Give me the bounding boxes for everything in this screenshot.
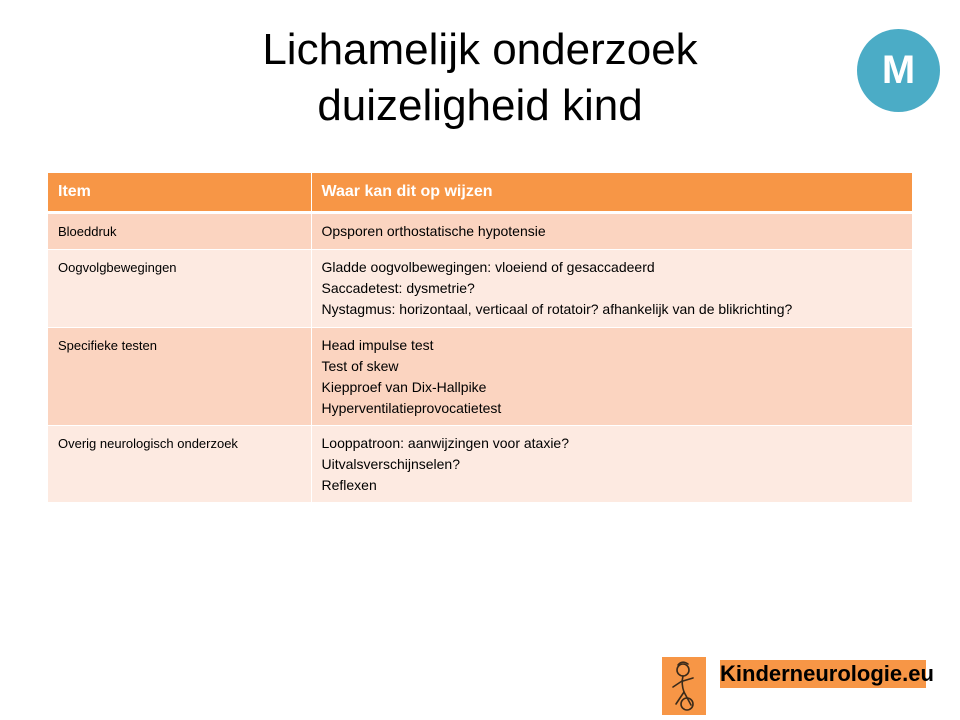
slide-title-line-2: duizeligheid kind: [317, 81, 643, 130]
meaning-line: Gladde oogvolbewegingen: vloeiend of gesaccadeerd: [321, 259, 655, 275]
exam-table: [48, 173, 912, 502]
m-badge: M: [857, 29, 940, 112]
row-item: Oogvolgbewegingen: [48, 250, 311, 328]
row-meaning: [311, 328, 912, 426]
meaning-line: Nystagmus: horizontaal, verticaal of rotatoir? afhankelijk van de blikrichting?: [321, 301, 793, 317]
table-row: [48, 250, 912, 328]
meaning-line: Hyperventilatieprovocatietest: [321, 400, 502, 416]
meaning-line: Test of skew: [321, 358, 399, 374]
row-meaning: [311, 213, 912, 250]
meaning-line: Looppatroon: aanwijzingen voor ataxie?: [321, 435, 570, 451]
table-row: [48, 213, 912, 250]
row-meaning: [311, 426, 912, 502]
meaning-line: Head impulse test: [321, 337, 434, 353]
table-header-row: [48, 173, 912, 213]
meaning-line: Uitvalsverschijnselen?: [321, 456, 461, 472]
header-item: Item: [48, 173, 311, 213]
meaning-line: Reflexen: [321, 477, 377, 493]
meaning-line: Kiepproef van Dix-Hallpike: [321, 379, 487, 395]
row-item: Bloeddruk: [48, 213, 311, 250]
slide-title-line-1: Lichamelijk onderzoek: [262, 25, 698, 74]
row-meaning: [311, 250, 912, 328]
header-meaning: Waar kan dit op wijzen: [311, 173, 912, 213]
row-item: Specifieke testen: [48, 328, 311, 426]
table-row: [48, 328, 912, 426]
child-figure-icon: [662, 657, 706, 715]
slide-title: [140, 22, 820, 134]
site-brand-link[interactable]: Kinderneurologie.eu: [720, 661, 934, 686]
meaning-line: Saccadetest: dysmetrie?: [321, 280, 475, 296]
row-item: Overig neurologisch onderzoek: [48, 426, 311, 502]
meaning-line: Opsporen orthostatische hypotensie: [321, 223, 546, 239]
table-row: [48, 426, 912, 502]
